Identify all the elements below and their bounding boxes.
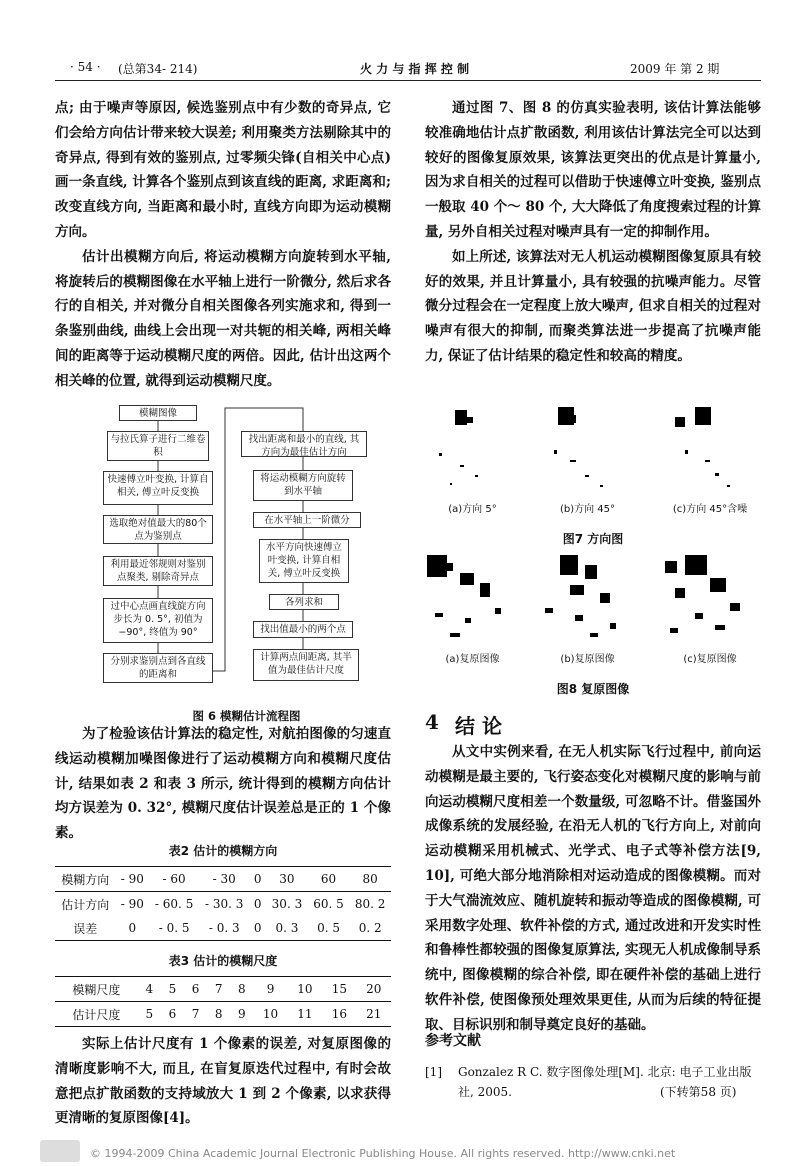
left-paragraph-2: 估计出模糊方向后, 将运动模糊方向旋转到水平轴, 将旋转后的模糊图像在水平轴上进行一阶微分, 然后求各行的自相关, 并对微分自相关图像各列实施求和, 得到一条鉴别曲线, 曲线上会出现一对共轭的相关峰, 两相关峰间的距离等于运动模糊尺度的两倍。因此, 估计出这两个相关峰的位置, 就得到运动模糊尺度。 [55,248,391,389]
fig8b-image [540,553,635,643]
fig8c-image [655,553,755,643]
left-text-mid [55,722,391,846]
table-cell: 5 [145,1007,154,1021]
table-cell: - 60. 5 [154,897,194,911]
flowchart [103,403,390,703]
table-cell: 60. 5 [313,897,344,911]
table-cell: 6 [191,982,200,996]
table-cell: 80. 2 [354,897,386,911]
table-cell: 0. 5 [317,921,340,935]
header-rule [55,80,761,81]
flow-box-fft-autocorr: 快速傅立叶变换, 计算自相关, 傅立叶反变换 [103,471,213,505]
flow-box-select-points: 选取绝对值最大的80个点为鉴别点 [103,515,213,544]
table-cell: 0. 3 [275,921,299,935]
fig7a-caption: (a)方向 5° [448,504,497,515]
table-cell: 误差 [73,921,98,936]
table-cell: 16 [331,1007,347,1021]
fig8b-caption: (b)复原图像 [560,654,615,665]
table-cell: - 90 [120,872,144,886]
flow-box-min-points: 找出值最小的两个点 [253,621,353,638]
flow-box-rotate: 将运动模糊方向旋转到水平轴 [253,470,353,501]
fig7b-caption: (b)方向 45° [559,504,616,515]
fig8a-image [425,553,520,643]
table-row [55,1002,391,1027]
left-text-bottom [55,1032,391,1131]
table-cell: 15 [331,982,347,996]
table-cell: 8 [237,982,246,996]
table-cell: 7 [214,982,223,996]
table-cell: - 30 [212,872,236,886]
table-cell: - 60 [162,872,186,886]
fig7a-image [425,405,505,495]
section-number: 4 [425,710,439,734]
table-cell: 4 [145,982,154,996]
reference-1: Gonzalez R C. 数字图像处理[M]. 北京: 电子工业出版社, 2005. [458,1065,752,1099]
table-cell: 9 [237,1007,246,1021]
flow-box-draw-lines: 过中心点画直线旋方向步长为 0. 5°, 初值为 −90°, 终值为 90° [103,598,213,643]
table-cell: 10 [262,1007,279,1021]
left-text-top [55,96,391,394]
table-cell: 5 [168,982,177,996]
continued-note: (下转第58 页) [660,1085,737,1099]
table-cell: 9 [266,982,275,996]
table-cell: 0 [253,897,262,911]
table-cell: 估计尺度 [72,1007,121,1022]
left-paragraph-4: 实际上估计尺度有 1 个像素的误差, 对复原图像的清晰度影响不大, 而且, 在盲复原迭代过程中, 有时会故意把点扩散函数的支持域放大 1 到 2 个像素, 以求获得更清晰的复原图像[4]。 [55,1036,391,1127]
table-cell: 0 [128,921,137,935]
table-cell: - 0. 3 [208,921,240,935]
table-cell: - 30. 3 [205,897,244,911]
reference-1-number: [1] [425,1065,442,1079]
table-cell: 21 [366,1007,382,1021]
page-number: · 54 · [70,60,101,74]
fig7b-image [540,405,620,495]
right-paragraph-2: 如上所述, 该算法对无人机运动模糊图像复原具有较好的效果, 并且计算量小, 具有较强的抗噪声能力。尽管微分过程会在一定程度上放大噪声, 但求自相关的过程对噪声有很大的抑制, 而聚类算法进一步提高了抗噪声能力, 保证了估计结果的稳定性和较高的精度。 [425,248,761,364]
right-paragraph-3: 从文中实例来看, 在无人机实际飞行过程中, 前向运动模糊是最主要的, 飞行姿态变化对模糊尺度的影响与前向运动模糊尺度相差一个数量级, 可忽略不计。借鉴国外成像系统的发展经验, 在沿无人机的飞行方向上, 对前向运动模糊采用机械式、光学式、电子式等补偿方法[9, 10], 可绝大部分地消除相对运动造成的图像模糊。而对于大气湍流效应、随机旋转和振动等造成的图像模糊, 可采用数字处理、软件补偿的方式, 通过改进和开发实时性和鲁棒性都较强的图像复原算法, 实现无人机成像制导系统中, 图像模糊的综合补偿, 即在硬件补偿的基础上进行软件补偿, 使图像预处理效果更佳, 从而为后续的特征提取、目标识别和制导奠定良好的基础。 [425,744,761,1033]
table2-caption: 表2 估计的模糊方向 [168,844,278,858]
flow-box-min-line: 找出距离和最小的直线, 其方向为最佳估计方向 [241,431,367,457]
flow-box-horizontal-fft: 水平方向快速傅立叶变换, 计算自相关, 傅立叶反变换 [259,539,349,583]
table-cell: - 90 [120,897,144,911]
table-cell: 模糊尺度 [72,982,121,997]
journal-name: 火 力 与 指 挥 控 制 [360,62,470,76]
right-paragraph-1: 通过图 7、图 8 的仿真实验表明, 该估计算法能够较准确地估计点扩散函数, 利用该估计算法完全可以达到较好的图像复原效果, 该算法更突出的优点是计算量小, 因为求自相关的过程可以借助于快速傅立叶变换, 鉴别点一般取 40 个～ 80 个, 大大降低了角度搜索过程的计算量, 另外自相关过程对噪声具有一定的抑制作用。 [425,100,761,240]
fig7c-caption: (c)方向 45°含噪 [672,504,748,515]
table-cell: 10 [297,982,313,996]
fig7-title: 图7 方向图 [562,532,624,546]
copyright-footer: © 1994-2009 China Academic Journal Electronic Publishing House. All rights reserved. http://www.cnki.net [90,1147,676,1160]
table-cell: - 0. 5 [158,921,190,935]
fig8c-caption: (c)复原图像 [683,654,737,665]
table-cell: 80 [362,872,378,886]
table3-caption: 表3 估计的模糊尺度 [168,954,278,968]
volume-info: (总第34- 214) [118,62,198,76]
table-cell: 0 [253,921,262,935]
left-paragraph-3: 为了检验该估计算法的稳定性, 对航拍图像的匀速直线运动模糊加噪图像进行了运动模糊方向和模糊尺度估计, 结果如表 2 和表 3 所示, 统计得到的模糊方向估计均方误差为 0. 32°, 模糊尺度估计误差总是正的 1 个像素。 [55,726,391,842]
left-paragraph-1: 点; 由于噪声等原因, 候选鉴别点中有少数的奇异点, 它们会给方向估计带来较大误差; 利用聚类方法剔除其中的奇异点, 得到有效的鉴别点, 过零频尖锋(自相关中心点) 画一条直线, 计算各个鉴别点到该直线的距离, 求距离和; 改变直线方向, 当距离和最小时, 直线方向即为运动模糊方向。 [55,100,391,240]
fig7c-image [655,405,745,495]
table-row [55,892,391,917]
table-cell: 估计方向 [61,897,110,912]
table-cell: 7 [191,1007,200,1021]
table-cell: 0 [253,872,262,886]
references-heading: 参考文献 [425,1033,481,1049]
table-cell: 30 [279,872,295,886]
table-cell: 8 [214,1007,223,1021]
cnki-logo [40,1140,80,1162]
table-row [55,977,391,1002]
fig6-caption: 图 6 模糊估计流程图 [192,709,301,723]
table2 [55,866,391,941]
flow-box-laplace: 与拉氏算子进行二维卷积 [107,431,209,461]
table-cell: 6 [168,1007,177,1021]
table-cell: 11 [297,1007,313,1021]
table-cell: 0. 2 [358,921,382,935]
flow-box-cluster: 利用最近邻规则对鉴别点聚类, 剔除奇异点 [103,556,213,586]
table-cell: 60 [320,872,337,886]
right-text-top [425,96,761,369]
flow-box-distance-sum: 分别求鉴别点到各直线的距离和 [103,653,213,683]
table-row [55,867,391,892]
table-row [55,916,391,941]
table-cell: 模糊方向 [61,872,110,887]
table3 [55,976,391,1027]
fig8a-caption: (a)复原图像 [445,654,500,665]
flow-box-blurred-image: 模糊图像 [119,405,197,421]
right-text-conclusion [425,740,761,1038]
table-cell: 20 [366,982,382,996]
flow-box-column-sum: 各列求和 [269,594,339,610]
issue-info: 2009 年 第 2 期 [630,62,720,76]
flow-box-scale: 计算两点间距离, 其半值为最佳估计尺度 [253,649,359,681]
fig8-title: 图8 复原图像 [556,682,630,696]
table-cell: 30. 3 [271,897,303,911]
flow-box-differentiate: 在水平轴上一阶微分 [253,512,361,528]
section-title: 结 论 [455,714,502,738]
